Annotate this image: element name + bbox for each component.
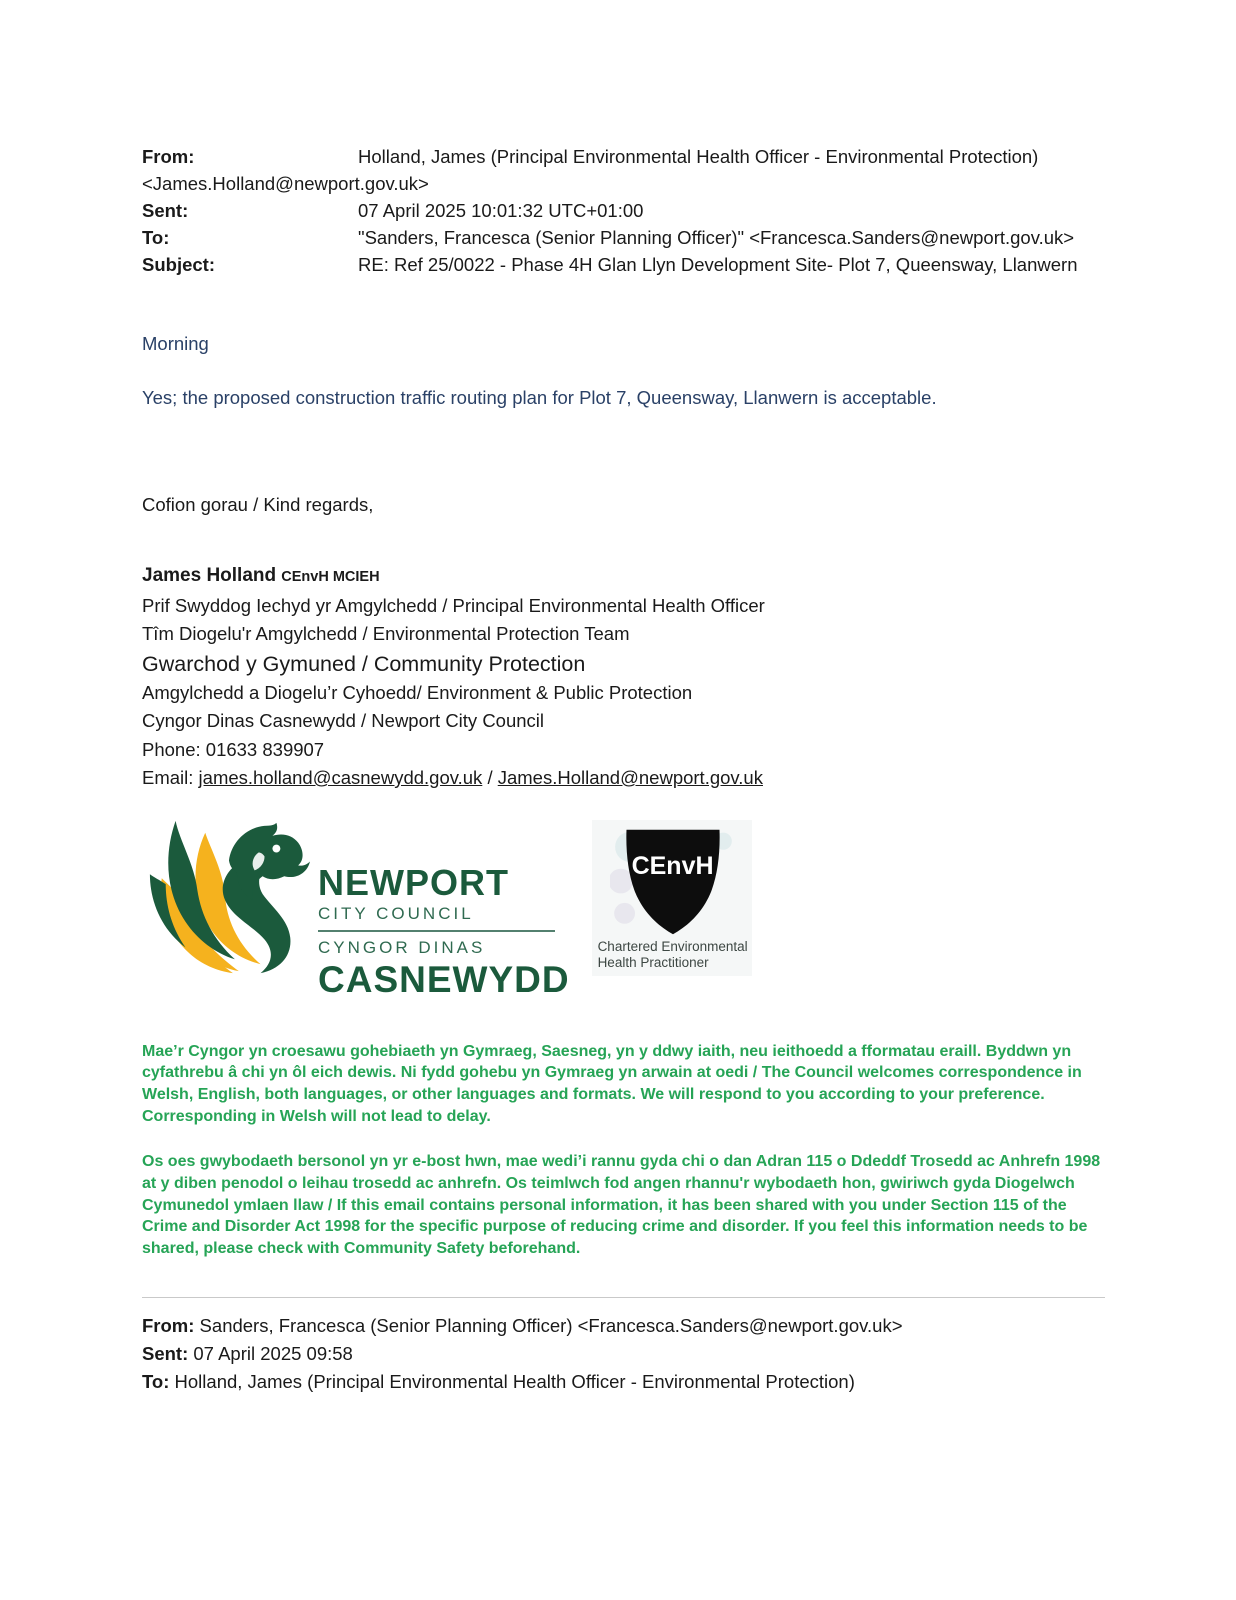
sent-value: 07 April 2025 10:01:32 UTC+01:00 (358, 200, 644, 221)
quoted-row-to (142, 1368, 1105, 1396)
email-link-newport[interactable]: James.Holland@newport.gov.uk (497, 767, 763, 788)
email-link-casnewydd[interactable]: james.holland@casnewydd.gov.uk (198, 767, 483, 788)
signature-department: Amgylchedd a Diogelu’r Cyhoedd/ Environment & Public Protection (142, 681, 693, 703)
phone-label: Phone: (142, 738, 206, 760)
newport-logo-name-cy: CASNEWYDD (318, 958, 570, 1000)
message-text: Yes; the proposed construction traffic routing plan for Plot 7, Queensway, Llanwern is acceptable. (142, 387, 937, 408)
email-label: Email: (142, 767, 199, 788)
cenvh-shield-label: CEnvH (631, 851, 714, 880)
signature-credentials: CEnvH MCIEH (281, 569, 380, 585)
to-value: "Sanders, Francesca (Senior Planning Officer)" <Francesca.Sanders@newport.gov.uk> (358, 227, 1075, 248)
quoted-row-sent (142, 1340, 1105, 1368)
phone-number: 01633 839907 (205, 738, 325, 760)
subject-label: Subject: (142, 254, 215, 275)
newport-logo-divider (318, 930, 555, 932)
signature-block (142, 561, 1105, 793)
greeting-text: Morning (142, 333, 209, 354)
signature-division: Gwarchod y Gymuned / Community Protection (142, 651, 586, 676)
signature-organisation: Cyngor Dinas Casnewydd / Newport City Council (142, 710, 545, 731)
header-row-sent (142, 197, 1082, 224)
newport-city-council-logo (142, 813, 570, 999)
from-label: From: (142, 146, 195, 167)
cenvh-caption-line2: Health Practitioner (597, 954, 709, 970)
newport-dragon-icon (142, 813, 310, 990)
cenvh-badge (592, 820, 752, 976)
cenvh-caption-line1: Chartered Environmental (597, 938, 748, 954)
signature-name-line (142, 561, 1105, 592)
newport-logo-sub-cy: CYNGOR DINAS (318, 937, 486, 957)
newport-logo-text (318, 861, 570, 1000)
sent-label: Sent: (142, 200, 189, 221)
language-disclaimer: Mae’r Cyngor yn croesawu gohebiaeth yn Gymraeg, Saesneg, yn y ddwy iaith, neu ieithoedd a fformatau eraill. Byddwn yn cyfathrebu â chi yn ôl eich dewis. Ni fydd gohebu yn Gymraeg yn arwain at oedi / The Council welcomes correspondence in Welsh, English, both languages, or other languages and formats. We will respond to you according to your preference. Corresponding in Welsh will not lead to delay. (142, 1042, 1082, 1125)
signature-title: Prif Swyddog Iechyd yr Amgylchedd / Principal Environmental Health Officer (142, 594, 765, 616)
email-separator: / (482, 767, 498, 788)
quoted-to-value: Holland, James (Principal Environmental Health Officer - Environmental Protection) (169, 1370, 855, 1392)
signature-team: Tîm Diogelu'r Amgylchedd / Environmental Protection Team (142, 623, 630, 644)
signature-email-line (142, 764, 1105, 793)
quoted-header-block (142, 1312, 1105, 1396)
from-value: Holland, James (Principal Environmental Health Officer - Environmental Protection) <James.Holland@newport.gov.uk> (142, 146, 1039, 194)
quoted-to-label: To: (142, 1370, 170, 1392)
quoted-row-from (142, 1312, 1105, 1340)
newport-logo-sub-en: CITY COUNCIL (318, 903, 474, 923)
quoted-sent-label: Sent: (142, 1342, 189, 1364)
signature-phone-line (142, 736, 1105, 765)
email-header-block (142, 143, 1105, 278)
quoted-from-label: From: (142, 1314, 195, 1336)
cenvh-shield-icon (610, 826, 736, 938)
privacy-disclaimer: Os oes gwybodaeth bersonol yn yr e-bost hwn, mae wedi’i rannu gyda chi o dan Adran 115 o Ddeddf Trosedd ac Anhrefn 1998 at y diben penodol o leihau trosedd ac anhrefn. Os teimlwch fod angen rhannu'r wybodaeth hon, gwiriwch gyda Diogelwch Cymunedol ymlaen llaw / If this email contains personal information, it has been shared with you under Section 115 of the Crime and Disorder Act 1998 for the specific purpose of reducing crime and disorder. If you feel this information needs to be shared, please check with Community Safety beforehand. (142, 1153, 1101, 1258)
quoted-message-divider (142, 1297, 1105, 1298)
header-row-to (142, 224, 1082, 251)
subject-value: RE: Ref 25/0022 - Phase 4H Glan Llyn Development Site- Plot 7, Queensway, Llanwern (358, 254, 1078, 275)
quoted-from-value: Sanders, Francesca (Senior Planning Officer) <Francesca.Sanders@newport.gov.uk> (194, 1314, 903, 1336)
newport-logo-name-en: NEWPORT (318, 861, 509, 903)
signature-name: James Holland (142, 565, 277, 586)
header-row-from (142, 143, 1082, 197)
signature-logos-row (142, 813, 1105, 999)
header-row-subject (142, 251, 1082, 278)
to-label: To: (142, 227, 170, 248)
quoted-sent-value: 07 April 2025 09:58 (188, 1342, 353, 1364)
signoff-text: Cofion gorau / Kind regards, (142, 494, 374, 515)
cenvh-caption (598, 939, 748, 971)
